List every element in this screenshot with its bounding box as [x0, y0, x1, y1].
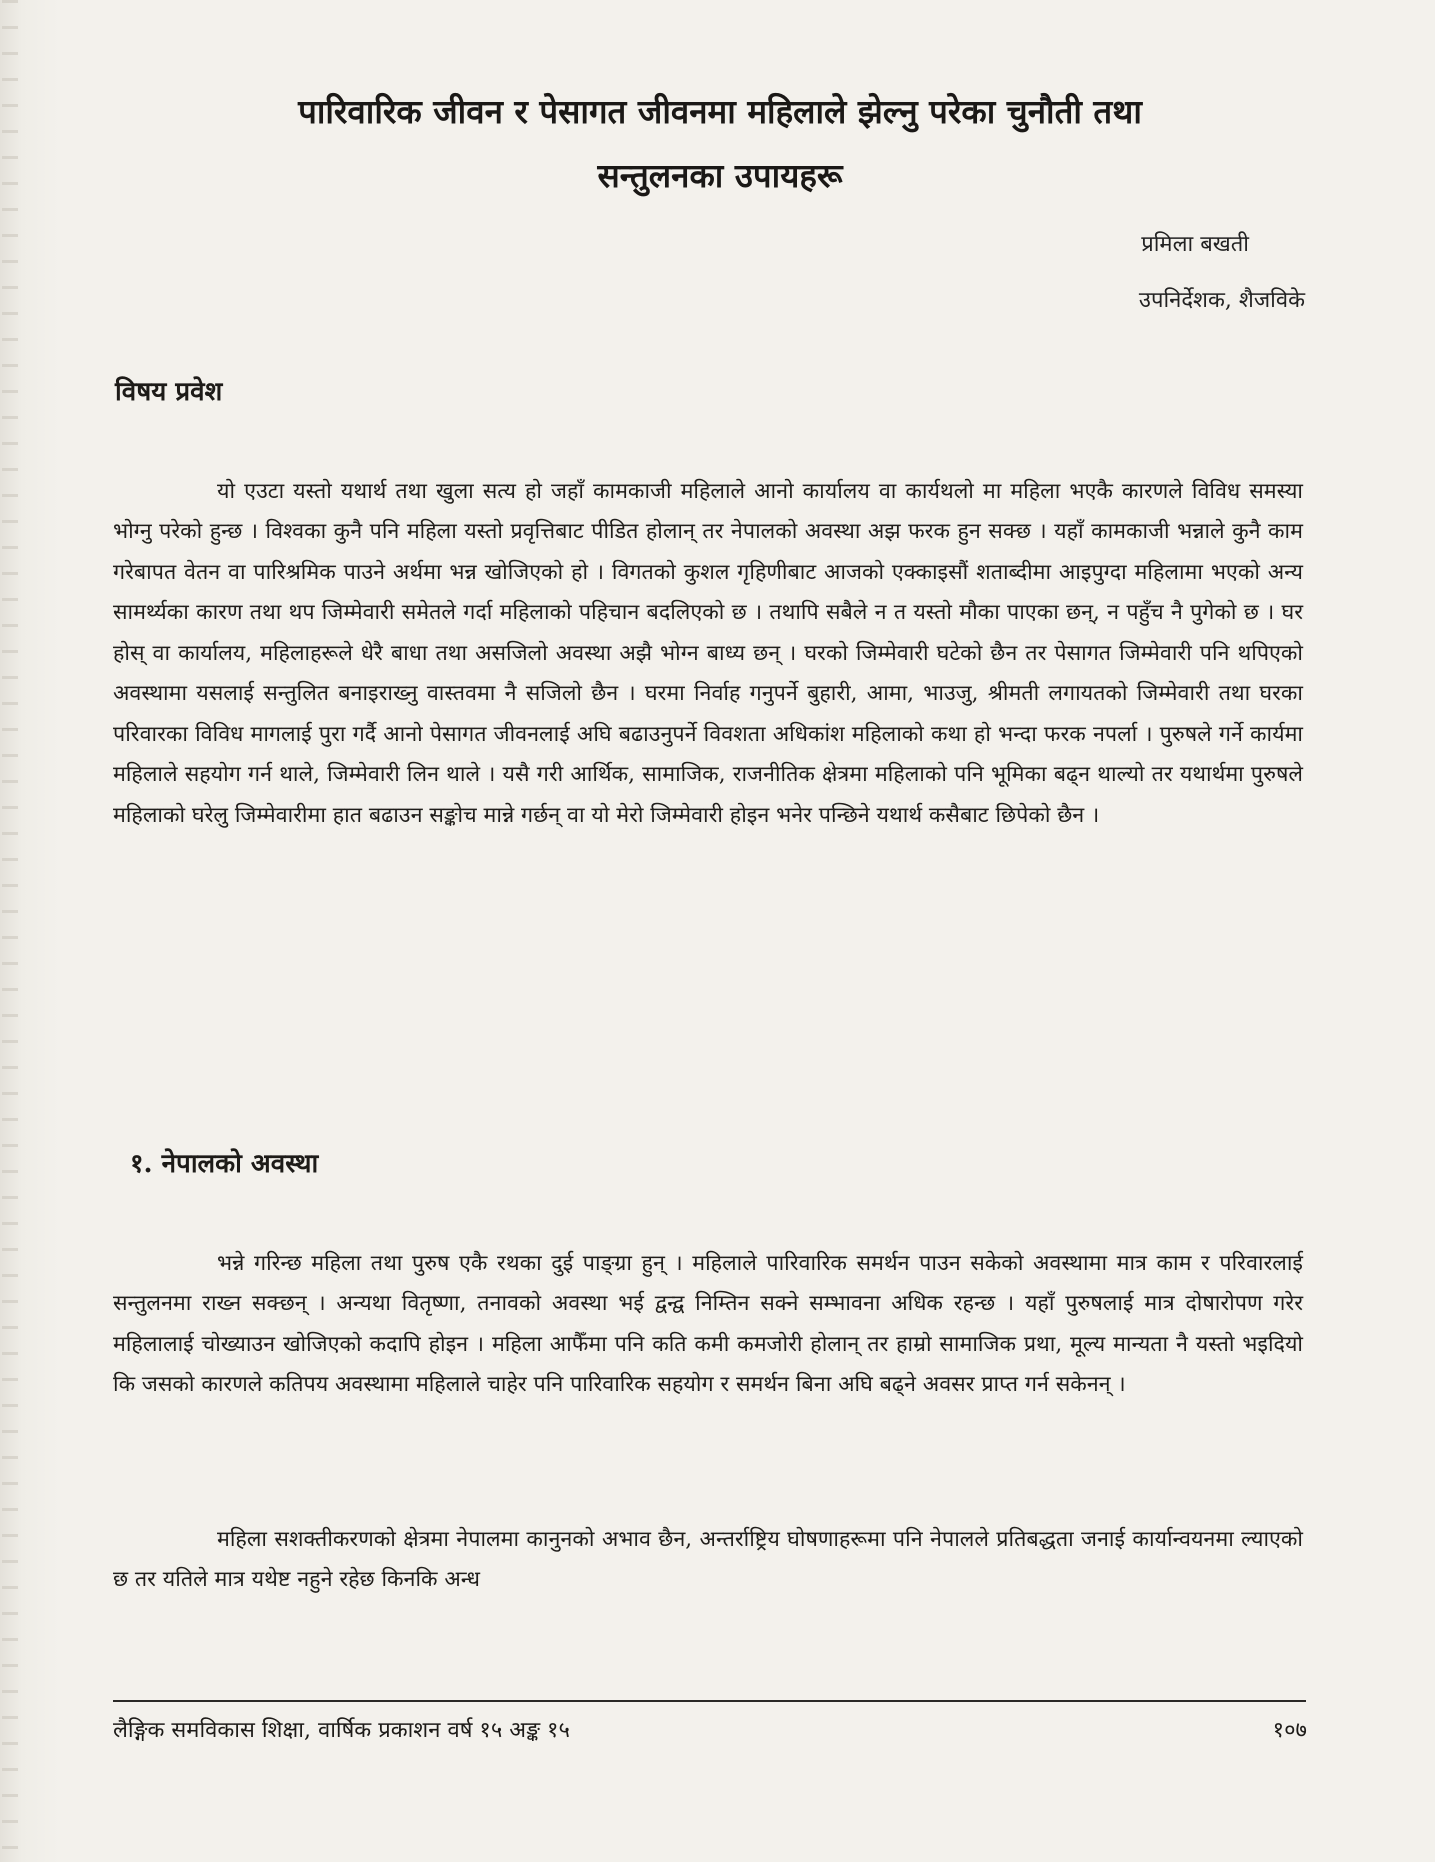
body-paragraph-nepal-2: महिला सशक्तीकरणको क्षेत्रमा नेपालमा कानुनको अभाव छैन, अन्तर्राष्ट्रिय घोषणाहरूमा पनि नेपालले प्रतिबद्धता जनाई कार्यान्वयनमा ल्याएको छ तर यतिले मात्र यथेष्ट नहुने रहेछ किनकि अन्ध	[113, 1526, 1303, 1592]
footer-publication: लैङ्गिक समविकास शिक्षा, वार्षिक प्रकाशन वर्ष १५ अङ्क १५	[113, 1718, 570, 1743]
document-title-line-2: सन्तुलनका उपायहरू	[597, 156, 843, 195]
body-paragraph-introduction: यो एउटा यस्तो यथार्थ तथा खुला सत्य हो जहाँ कामकाजी महिलाले आनो कार्यालय वा कार्यथलो मा महिला भएकै कारणले विविध समस्या भोग्नु परेको हुन्छ । विश्वका कुनै पनि महिला यस्तो प्रवृत्तिबाट पीडित होलान् तर नेपालको अवस्था अझ फरक हुन सक्छ । यहाँ कामकाजी भन्नाले कुनै काम गरेबापत वेतन वा पारिश्रमिक पाउने अर्थमा भन्न खोजिएको हो । विगतको कुशल गृहिणीबाट आजको एक्काइसौं शताब्दीमा आइपुग्दा महिलामा भएको अन्य सामर्थ्यका कारण तथा थप जिम्मेवारी समेतले गर्दा महिलाको पहिचान बदलिएको छ । तथापि सबैले न त यस्तो मौका पाएका छन्, न पहुँच नै पुगेको छ । घर होस् वा कार्यालय, महिलाहरूले धेरै बाधा तथा असजिलो अवस्था अझै भोग्न बाध्य छन् । घरको जिम्मेवारी घटेको छैन तर पेसागत जिम्मेवारी पनि थपिएको अवस्थामा यसलाई सन्तुलित बनाइराख्नु वास्तवमा नै सजिलो छैन । घरमा निर्वाह गनुपर्ने बुहारी, आमा, भाउजु, श्रीमती लगायतको जिम्मेवारी तथा घरका परिवारका विविध मागलाई पुरा गर्दै आनो पेसागत जीवनलाई अघि बढाउनुपर्ने विवशता अधिकांश महिलाको कथा हो भन्दा फरक नपर्ला । पुरुषले गर्ने कार्यमा महिलाले सहयोग गर्न थाले, जिम्मेवारी लिन थाले । यसै गरी आर्थिक, सामाजिक, राजनीतिक क्षेत्रमा महिलाको पनि भूमिका बढ्न थाल्यो तर यथार्थमा पुरुषले महिलाको घरेलु जिम्मेवारीमा हात बढाउन सङ्कोच मान्ने गर्छन् वा यो मेरो जिम्मेवारी होइन भनेर पन्छिने यथार्थ कसैबाट छिपेको छैन ।	[113, 478, 1303, 828]
footer-divider	[113, 1700, 1306, 1702]
document-title-line-1: पारिवारिक जीवन र पेसागत जीवनमा महिलाले झेल्नु परेका चुनौती तथा	[298, 92, 1142, 131]
page-number: १०७	[1272, 1718, 1307, 1743]
author-role: उपनिर्देशक, शैजविके	[1138, 288, 1305, 313]
body-paragraph-nepal-1: भन्ने गरिन्छ महिला तथा पुरुष एकै रथका दुई पाङ्ग्रा हुन् । महिलाले पारिवारिक समर्थन पाउन सकेको अवस्थामा मात्र काम र परिवारलाई सन्तुलनमा राख्न सक्छन् । अन्यथा वितृष्णा, तनावको अवस्था भई द्वन्द्व निम्तिन सक्ने सम्भावना अधिक रहन्छ । यहाँ पुरुषलाई मात्र दोषारोपण गरेर महिलालाई चोख्याउन खोजिएको कदापि होइन । महिला आफैँमा पनि कति कमी कमजोरी होलान् तर हाम्रो सामाजिक प्रथा, मूल्य मान्यता नै यस्तो भइदियो कि जसको कारणले कतिपय अवस्थामा महिलाले चाहेर पनि पारिवारिक सहयोग र समर्थन बिना अघि बढ्ने अवसर प्राप्त गर्न सकेनन् ।	[113, 1250, 1303, 1397]
binding-edge	[2, 0, 18, 1862]
section-heading-introduction: विषय प्रवेश	[115, 377, 223, 407]
author-name: प्रमिला बखती	[1141, 232, 1249, 257]
section-heading-nepal: १. नेपालको अवस्था	[130, 1149, 319, 1179]
